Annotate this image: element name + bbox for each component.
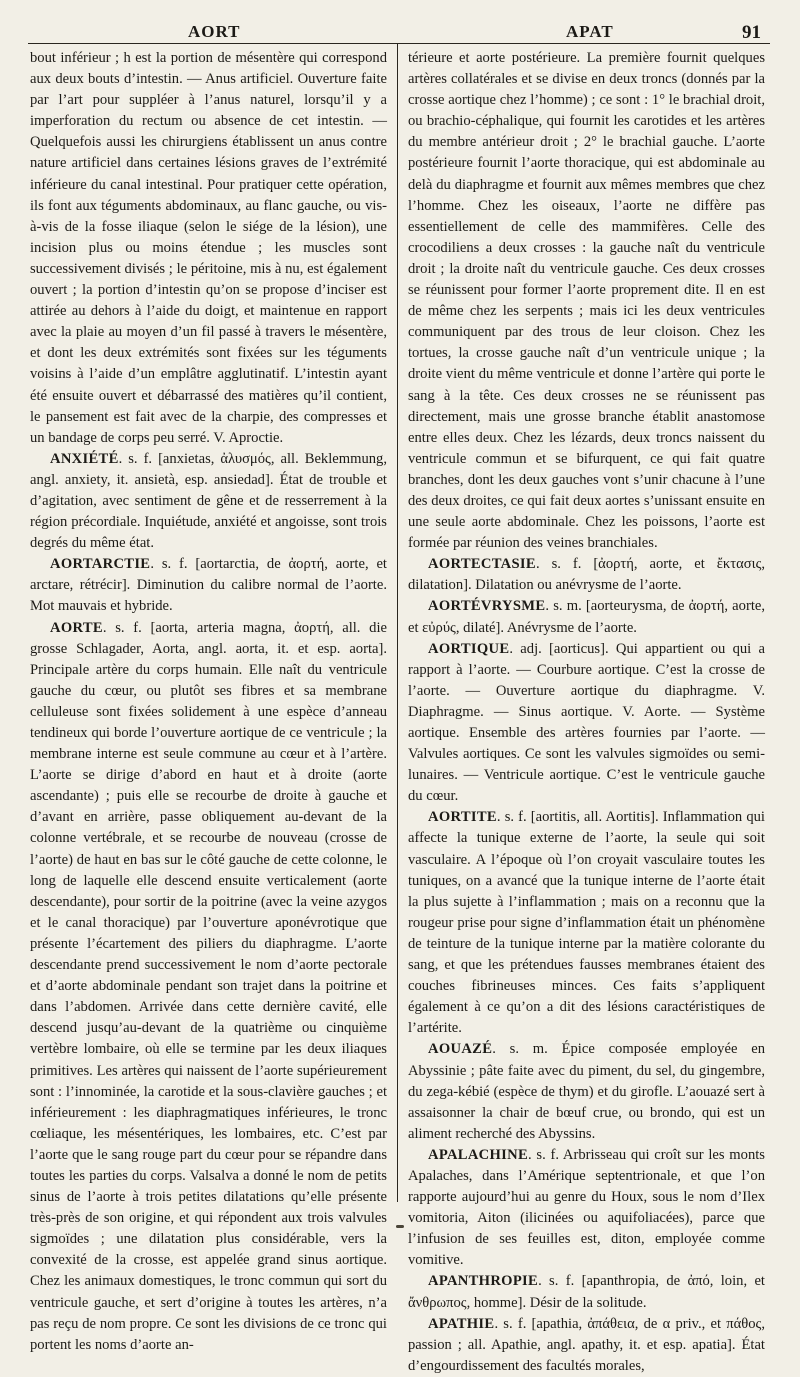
headword: AORTÉVRYSME [428, 598, 546, 615]
printer-mark [396, 1225, 404, 1228]
headword: AORTITE [428, 809, 497, 826]
entry-anxiete: ANXIÉTÉ. s. f. [anxietas, ἀλυσμός, all. Beklemmung, angl. anxiety, it. ansietà, esp. ansiedad]. État de trouble et d’agitation, avec sentiment de gêne et de resserrement à la région précordiale. Inquiétude, anxiété et angoisse, sont trois degrés du même état. [30, 450, 387, 552]
entry-aortite: AORTITE. s. f. [aortitis, all. Aortitis]. Inflammation qui affecte la tunique externe de l’aorte, la seule qui soit vasculaire. A l’époque où l’on croyait vasculaire toutes les tuniques, on a avancé que la tunique interne de l’aorte était la plus sujette à l’inflammation ; mais on a reconnu que la rougeur prise pour signe d’inflammation était un phénomène de teinture de la tunique interne par la matière colorante du sang, et que les prétendues fausses membranes étaient des couches fibrineuses minces. Ces faits s’appliquent également à ce qu’on a dit des lésions caractéristiques de l’artérite. [408, 809, 765, 1037]
entry-anus-continuation: bout inférieur ; h est la portion de mésentère qui correspond aux deux bouts d’intestin. — Anus artificiel. Ouverture faite par l’art pour suppléer à l’anus naturel, lorsqu’il y a imperforation du rectum ou absence de cet intestin. — Quelquefois aussi les chirurgiens établissent un anus contre nature artificiel dans certaines lésions graves de l’extrémité inférieure du canal intestinal. Pour pratiquer cette opération, ils font aux téguments abdominaux, au flanc gauche, ou vis-à-vis de la fosse iliaque (selon le siége de la lésion), une incision plus ou moins étendue ; les muscles sont successivement divisés ; le péritoine, mis à nu, est également ouvert ; la portion d’intestin qu’on se propose d’inciser est attirée au dehors à l’aide du doigt, et maintenue en rapport avec la plaie au moyen d’un fil passé à travers le mésentère, et dont les deux extrémités sont fixées sur les téguments voisins à l’aide d’un emplâtre agglutinatif. L’intestin ayant été ensuite ouvert et débarrassé des matières qu’il contient, le pansement est fait avec de la charpie, des compresses et un bandage de corps peu serré. V. Aproctie. [30, 50, 387, 446]
column-divider [397, 44, 398, 1202]
page-number: 91 [742, 22, 761, 43]
headword: ANXIÉTÉ [50, 450, 119, 467]
header-rule [28, 43, 770, 44]
entry-aortectasie: AORTECTASIE. s. f. [ἀορτή, aorte, et ἔκτασις, dilatation]. Dilatation ou anévrysme de l’aorte. [408, 556, 765, 594]
entry-aouaze: AOUAZÉ. s. m. Épice composée employée en Abyssinie ; pâte faite avec du piment, du sel, du gingembre, du zega-kébié (espèce de thym) et du girofle. L’aouazé sert à assaisonner la chair de bœuf crue, ou brondo, qui est un aliment recherché des Abyssins. [408, 1041, 765, 1142]
headword: AORTECTASIE [428, 556, 536, 573]
entry-apanthropie: APANTHROPIE. s. f. [apanthropia, de ἀπό, loin, et ἄνθρωπος, homme]. Désir de la solitude. [408, 1273, 765, 1311]
headword: AORTARCTIE [50, 556, 151, 573]
headword: APANTHROPIE [428, 1273, 539, 1290]
right-column [408, 48, 765, 1374]
entry-apathie: APATHIE. s. f. [apathia, ἀπάθεια, de α priv., et πάθος, passion ; all. Apathie, angl. apathy, it. et esp. apatia]. État d’engourdissement des facultés morales, [408, 1315, 765, 1374]
header-left-guide-word: AORT [188, 22, 241, 41]
header-right-guide-word: APAT [566, 22, 614, 41]
entry-aortarctie: AORTARCTIE. s. f. [aortarctia, de ἀορτή, aorte, et arctare, rétrécir]. Diminution du calibre normal de l’aorte. Mot mauvais et hybride. [30, 556, 387, 615]
headword: AORTE [50, 619, 103, 636]
entry-aortevrysme: AORTÉVRYSME. s. m. [aorteurysma, de ἀορτή, aorte, et εὐρύς, dilaté]. Anévrysme de l’aorte. [408, 598, 765, 636]
headword: AOUAZÉ [428, 1041, 493, 1058]
entry-apalachine: APALACHINE. s. f. Arbrisseau qui croît sur les monts Apalaches, dans l’Amérique septentrionale, et que l’on rapporte aujourd’hui au genre du Houx, sous le nom d’Ilex vomitoria, Aiton (ilicinées ou aquifoliacées), parce que l’infusion de ses feuilles est, diton, employée comme vomitive. [408, 1146, 765, 1269]
entry-aorte-continuation: térieure et aorte postérieure. La première fournit quelques artères collatérales et se divise en deux troncs (donnés par la crosse aortique chez l’homme) ; ce sont : 1° le brachial droit, ou brachio-céphalique, qui fournit les carotides et les artères du membre antérieur droit ; 2° le brachial gauche. L’aorte postérieure fournit l’aorte thoracique, qui est abdominale au delà du diaphragme et fournit aux mêmes membres que chez l’homme. Chez les oiseaux, l’aorte ne diffère pas essentiellement de celle des mammifères. Celle des crocodiliens a deux crosses : la gauche naît du ventricule droit ; la droite naît du ventricule gauche. Ces deux crosses se réunissent pour former l’aorte proprement dite. Il en est de même chez les serpents ; mais ici les deux ventricules communiquent par des trous de leur cloison. Chez les tortues, la crosse gauche naît d’un ventricule unique ; la droite vient du même ventricule et donne l’artère qui porte le sang à la tête. Ces deux crosses ne se réunissent pas directement, mais une grosse branche établit anastomose entre elles deux. Chez les lézards, deux troncs naissent du ventricule commun et se bifurquent, ce qui fait quatre branches, dont les deux gauches vont s’unir chacune à l’une des deux droites, ce qui fait deux aortes s’unissant ensuite en une seule aorte abdominale. Chez les poissons, l’aorte est formée par réunion des veines branchiales. [408, 50, 765, 552]
entry-aortique: AORTIQUE. adj. [aorticus]. Qui appartient ou qui a rapport à l’aorte. — Courbure aortique. C’est la crosse de l’aorte. — Ouverture aortique du diaphragme. V. Diaphragme. — Sinus aortique. V. Aorte. — Système aortique. Ensemble des artères fournies par l’aorte. — Valvules aortiques. Ce sont les valvules sigmoïdes ou semi-lunaires. — Ventricule aortique. C’est le ventricule gauche du cœur. [408, 640, 765, 805]
headword: AORTIQUE [428, 640, 510, 657]
headword: APALACHINE [428, 1146, 529, 1163]
running-header [0, 12, 800, 44]
left-column [30, 48, 387, 1353]
headword: APATHIE [428, 1315, 495, 1332]
entry-aorte: AORTE. s. f. [aorta, arteria magna, ἀορτή, all. die grosse Schlagader, Aorta, angl. aorta, it. et esp. aorta]. Principale artère du corps humain. Elle naît du ventricule gauche du cœur, ou plutôt ses fibres et sa membrane celluleuse sont fixées solidement à une espèce d’anneau tendineux qui borde l’ouverture aortique de ce ventricule ; la membrane interne est seule commune au cœur et à l’artère. L’aorte se dirige d’abord en haut et à droite (aorte ascendante) ; puis elle se recourbe de droite à gauche et d’avant en arrière, passe obliquement au-devant de la colonne vertébrale, et se recourbe de nouveau (crosse de l’aorte) de haut en bas sur le côté gauche de cette colonne, le long de laquelle elle descend ensuite verticalement (aorte descendante), pour sortir de la poitrine (avec la veine azygos et le canal thoracique) par l’ouverture aponévrotique que présente l’écartement des piliers du diaphragme. L’aorte descendante prend successivement le nom d’aorte pectorale et d’aorte abdominale pendant son trajet dans la poitrine et dans l’abdomen. Arrivée dans cette dernière cavité, elle descend jusqu’au-devant de la quatrième ou cinquième vertèbre lombaire, où elle se termine par les deux iliaques primitives. Les artères qui naissent de l’aorte supérieurement sont : l’innominée, la carotide et la sous-clavière gauches ; et inférieurement : les diaphragmatiques inférieures, le tronc cœliaque, les mésentériques, les lombaires, etc. C’est par l’aorte que le sang rouge part du cœur pour se répandre dans toutes les parties du corps. Valsalva a donné le nom de petits sinus de l’aorte à trois petites dilatations qu’elle présente très-près de son origine, et qui répondent aux trois valvules sigmoïdes ; une dilatation plus considérable, vers la convexité de la crosse, est appelée grand sinus aortique. Chez les animaux domestiques, le tronc commun qui sort du ventricule gauche, et sert d’origine à toutes les artères, n’a pas reçu de nom propre. Ce sont les divisions de ce tronc qui portent les noms d’aorte an- [30, 619, 387, 1353]
